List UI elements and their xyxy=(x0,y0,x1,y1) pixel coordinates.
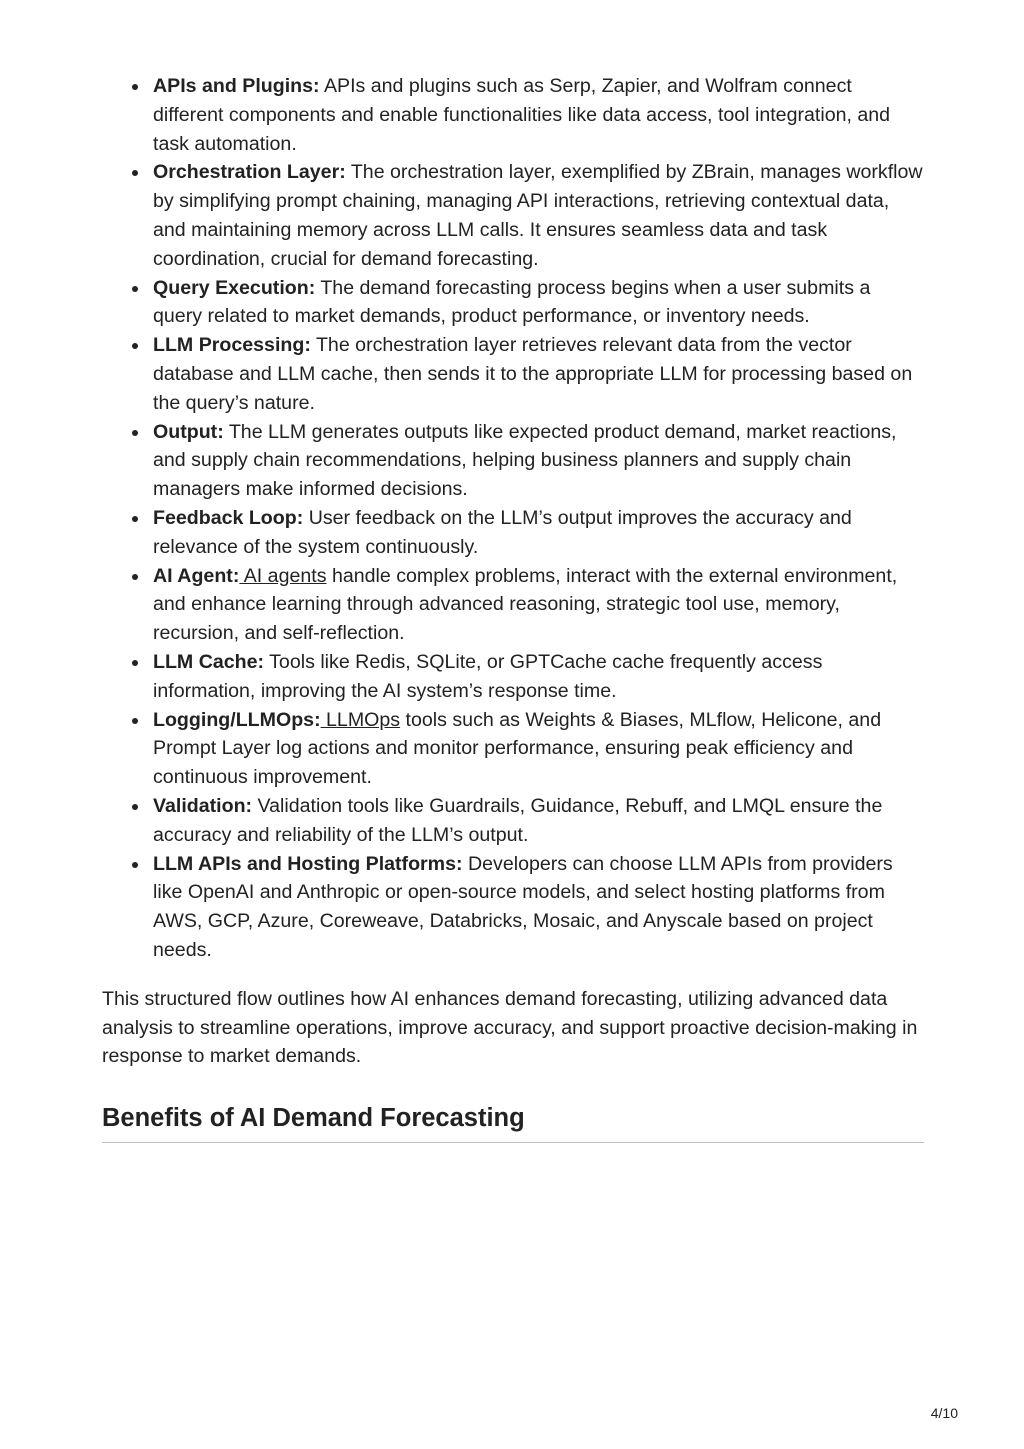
list-item xyxy=(102,706,924,792)
bullet-icon xyxy=(132,718,138,724)
item-text: Developers can choose LLM APIs from providers like OpenAI and Anthropic or open-source models, and select hosting platforms from AWS, GCP, Azure, Coreweave, Databricks, Mosaic, and Anyscale based on project needs. xyxy=(153,852,893,961)
list-item xyxy=(102,331,924,417)
bullet-icon xyxy=(132,804,138,810)
item-term: Orchestration Layer: xyxy=(153,161,346,184)
list-item xyxy=(102,562,924,648)
item-term: LLM Cache: xyxy=(153,650,265,673)
bullet-icon xyxy=(132,574,138,580)
item-term: LLM APIs and Hosting Platforms: xyxy=(153,852,463,875)
bullet-icon xyxy=(132,84,138,90)
item-term: Output: xyxy=(153,420,224,443)
item-term: APIs and Plugins: xyxy=(153,75,320,97)
list-item xyxy=(102,850,924,965)
llmops-link[interactable]: LLMOps xyxy=(320,708,401,731)
bullet-icon xyxy=(132,430,138,436)
bullet-icon xyxy=(132,286,138,292)
item-text: Tools like Redis, SQLite, or GPTCache cache frequently access information, improving the AI system’s response time. xyxy=(153,650,823,702)
document-content xyxy=(102,72,924,1143)
item-text: The orchestration layer, exemplified by ZBrain, manages workflow by simplifying prompt chaining, managing API interactions, retrieving contextual data, and maintaining memory across LLM calls. It ensures seamless data and task coordination, crucial for demand forecasting. xyxy=(153,161,923,270)
list-item xyxy=(102,418,924,504)
item-term: Feedback Loop: xyxy=(153,506,304,529)
item-text: handle complex problems, interact with the external environment, and enhance learning through advanced reasoning, strategic tool use, memory, recursion, and self-reflection. xyxy=(153,564,898,645)
item-text: tools such as Weights & Biases, MLflow, Helicone, and Prompt Layer log actions and monitor performance, ensuring peak efficiency and continuous improvement. xyxy=(153,708,882,789)
item-term: AI Agent: xyxy=(153,564,240,587)
item-text: APIs and plugins such as Serp, Zapier, and Wolfram connect different components and enable functionalities like data access, tool integration, and task automation. xyxy=(153,75,891,155)
item-term: Logging/LLMOps: xyxy=(153,708,321,731)
list-item xyxy=(102,72,924,158)
item-text: The demand forecasting process begins when a user submits a query related to market demands, product performance, or inventory needs. xyxy=(153,276,871,328)
item-term: Query Execution: xyxy=(153,276,316,299)
list-item xyxy=(102,504,924,562)
bullet-icon xyxy=(132,343,138,349)
item-term: LLM Processing: xyxy=(153,334,311,357)
summary-paragraph: This structured flow outlines how AI enhances demand forecasting, utilizing advanced data analysis to streamline operations, improve accuracy, and support proactive decision-making in response to market demands. xyxy=(102,987,918,1068)
section-heading: Benefits of AI Demand Forecasting xyxy=(102,1101,924,1143)
bullet-icon xyxy=(132,516,138,522)
list-item xyxy=(102,792,924,850)
item-text: The orchestration layer retrieves relevant data from the vector database and LLM cache, then sends it to the appropriate LLM for processing based on the query’s nature. xyxy=(153,334,913,414)
ai-agents-link[interactable]: AI agents xyxy=(239,564,327,587)
item-text: The LLM generates outputs like expected product demand, market reactions, and supply chain recommendations, helping business planners and supply chain managers make informed decisions. xyxy=(153,420,897,501)
item-term: Validation: xyxy=(153,794,253,817)
bullet-icon xyxy=(132,660,138,666)
component-list xyxy=(102,72,924,965)
item-text: Validation tools like Guardrails, Guidance, Rebuff, and LMQL ensure the accuracy and reliability of the LLM’s output. xyxy=(153,794,883,846)
list-item xyxy=(102,274,924,332)
list-item xyxy=(102,648,924,706)
bullet-icon xyxy=(132,862,138,868)
page-number: 4/10 xyxy=(930,1405,958,1421)
bullet-icon xyxy=(132,170,138,176)
list-item xyxy=(102,158,924,273)
item-text: User feedback on the LLM’s output improves the accuracy and relevance of the system continuously. xyxy=(153,506,852,558)
